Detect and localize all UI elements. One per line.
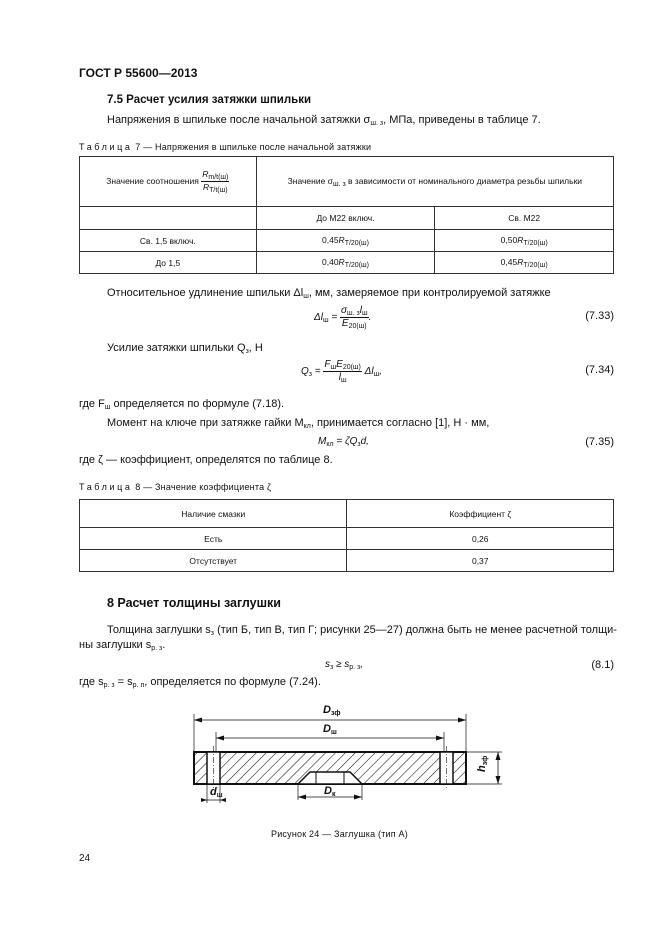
table8-lube-cell: Есть — [80, 528, 347, 550]
section-7-5-title: 7.5 Расчет усилия затяжки шпильки — [107, 94, 312, 106]
text-moment: Момент на ключе при затяжке гайки $M_{кл}$, принимается согласно [1], Н · мм, — [107, 417, 490, 430]
table7-head-ratio: Значение соотношения $\frac{R_{m/t(ш)}}{R_{T/t(ш)}}$ — [80, 157, 257, 207]
formula-7-34: $Q_з$ = $\frac{F_шE_{20(ш)}}{l_ш}$ $\Delta l_ш$, — [301, 359, 383, 384]
eq-734-number: (7.34) — [585, 364, 614, 376]
table8-coef-cell: 0,26 — [347, 528, 614, 550]
formula-7-33: $\Delta l_ш$ = $\frac{\sigma_{ш. з}l_ш}{E_{20(ш)}}$ . — [314, 305, 372, 330]
table-row — [80, 550, 614, 572]
label-d-hole: $d_ш$ — [210, 786, 223, 799]
label-dsh: $D_ш$ — [323, 723, 337, 736]
table-8 — [79, 499, 614, 572]
text-thickness-line1: Толщина заглушки $s_з$ (тип Б, тип В, тип Г; рисунки 25—27) должна быть не менее расчетной толщи- — [107, 624, 617, 637]
table-row — [80, 230, 614, 252]
where-zeta: где ζ — коэффициент, определятся по таблице 8. — [79, 454, 333, 466]
page-number: 24 — [79, 853, 91, 864]
table7-ratio-cell: До 1,5 — [80, 252, 257, 274]
table8-head-lube: Наличие смазки — [80, 500, 347, 528]
table8-coef-cell: 0,37 — [347, 550, 614, 572]
table8-head-coef: Коэффициент ζ — [347, 500, 614, 528]
figure-24-caption: Рисунок 24 — Заглушка (тип А) — [271, 829, 408, 839]
table-row — [80, 528, 614, 550]
eq-733-number: (7.33) — [585, 310, 614, 322]
formula-7-35: $M_{кл} = \zeta Q_зd$, — [318, 436, 369, 448]
label-dzp: $D_{зф}$ — [323, 704, 341, 717]
figure-24-drawing — [180, 700, 520, 820]
table8-lube-cell: Отсутствует — [80, 550, 347, 572]
text-force: Усилие затяжки шпильки $Q_з$, Н — [107, 342, 263, 355]
section-8-title: 8 Расчет толщины заглушки — [107, 596, 281, 610]
section-7-5-intro: Напряжения в шпильке после начальной затяжки $\sigma_{ш. з}$, МПа, приведены в таблице 7. — [107, 114, 541, 127]
table7-subhead-2: Св. М22 — [435, 207, 614, 230]
table-7 — [79, 156, 614, 274]
where-s: где $s_{р. з} = s_{р. п}$, определяется по формуле (7.24). — [79, 676, 321, 689]
table7-ratio-cell: Св. 1,5 включ. — [80, 230, 257, 252]
table7-value-cell: $0,45R_{T/20(ш)}$ — [435, 252, 614, 274]
table7-value-cell: $0,45R_{T/20(ш)}$ — [256, 230, 435, 252]
document-header: ГОСТ Р 55600—2013 — [79, 66, 198, 80]
text-elongation: Относительное удлинение шпильки $\Delta l_ш$, мм, замеряемое при контролируемой затяжке — [107, 287, 551, 300]
formula-8-1: $s_з \ge s_{р. з}$, — [325, 659, 364, 671]
table7-caption: Таблица 7 — Напряжения в шпильке после начальной затяжки — [79, 142, 372, 152]
eq-81-number: (8.1) — [591, 659, 614, 671]
label-h: $h_{зф}$ — [476, 755, 489, 772]
table7-head-values: Значение $\sigma_{ш. з}$ в зависимости от номинального диаметра резьбы шпильки — [256, 157, 613, 207]
label-dk: $D_к$ — [324, 785, 336, 798]
eq-735-number: (7.35) — [585, 436, 614, 448]
text-thickness-line2: ны заглушки $s_{р. з}$. — [79, 639, 166, 652]
table8-caption: Таблица 8 — Значение коэффициента ζ — [79, 482, 272, 492]
table-row — [80, 252, 614, 274]
where-f: где $F_ш$ определяется по формуле (7.18). — [79, 398, 285, 411]
table7-value-cell: $0,40R_{T/20(ш)}$ — [256, 252, 435, 274]
table7-subhead-1: До М22 включ. — [256, 207, 435, 230]
table7-value-cell: $0,50R_{T/20(ш)}$ — [435, 230, 614, 252]
table7-empty-cell — [80, 207, 257, 230]
